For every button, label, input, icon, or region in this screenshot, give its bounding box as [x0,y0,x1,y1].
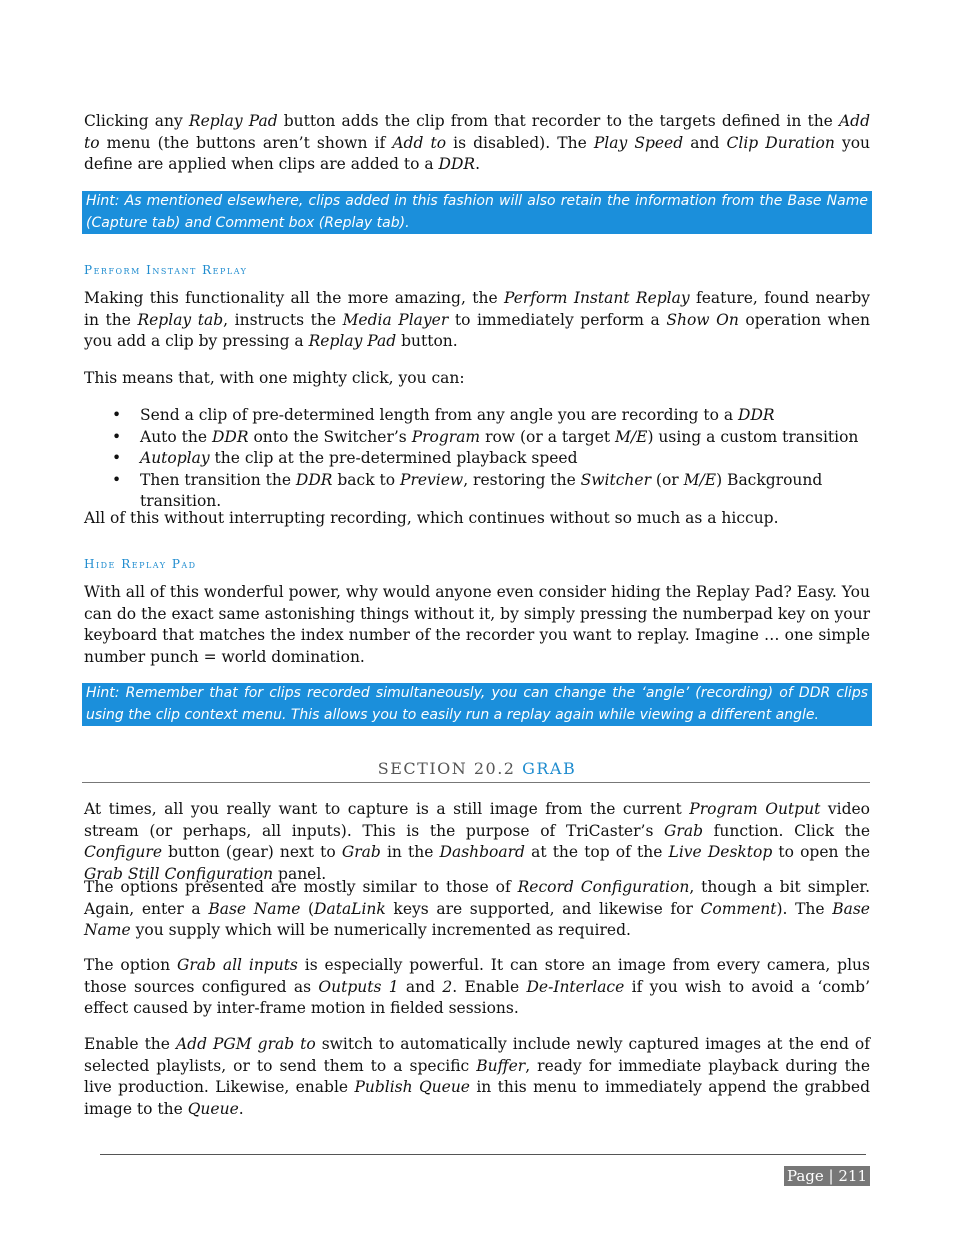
body-text: button adds the clip from that recorder to the targets defined in the [277,112,839,130]
emphasis-text: Grab [664,821,704,840]
bullet-list [84,405,870,513]
emphasis-text: Add to [392,133,447,152]
body-text: Send a clip of pre-determined length from any angle you are recording to a [140,406,739,424]
emphasis-text: DDR [438,155,476,173]
body-text: back to [332,470,401,489]
body-text: button (gear) next to [162,843,342,861]
emphasis-text: Add PGM grab to [175,1035,316,1053]
emphasis-text: DDR [211,427,249,446]
emphasis-text: 2 [442,977,453,996]
emphasis-text: De-Interlace [526,977,625,996]
emphasis-text: Media Player [342,310,449,329]
paragraph-replay-pad [84,111,870,176]
bullet-icon: • [112,449,122,467]
body-text: to open the [772,843,871,861]
body-text: operation when you add a clip by pressing a [84,310,870,350]
body-text: (or [651,470,684,489]
paragraph-without-interrupting: All of this without interrupting recording, which continues without so much as a hiccup. [84,509,779,527]
list-item [84,427,870,449]
paragraph-record-configuration [84,877,870,942]
body-text: ) Background transition. [140,470,823,510]
section-divider [82,782,870,783]
body-text: onto the Switcher’s [248,427,412,446]
body-text: is disabled). The [446,133,594,152]
body-text: and [398,977,443,996]
body-text: switch to automatically include newly captured images at the end of selected playlists, or to send them to a specific [84,1035,870,1075]
bullet-icon: • [112,470,122,489]
paragraph-grab-all-inputs [84,955,870,1020]
emphasis-text: Preview [400,470,464,489]
hint-box-base-name: Hint: As mentioned elsewhere, clips added in this fashion will also retain the information from the Base Name (Capture tab) and Comment box (Replay tab). [82,191,872,234]
paragraph-add-pgm-grab [84,1034,870,1120]
body-text: is especially powerful. It can store an image from every camera, plus those sources configured as [84,956,870,996]
emphasis-text: Clip Duration [726,133,835,152]
subheading-perform-instant-replay: Perform Instant Replay [84,263,248,277]
emphasis-text: DDR [738,406,775,424]
body-text: . [475,155,481,173]
section-title: GRAB [522,759,577,778]
body-text: The options presented are mostly similar to those of [84,878,518,896]
body-text: , ready for immediate playback during the live production. Likewise, enable [84,1056,870,1096]
subheading-hide-replay-pad: Hide Replay Pad [84,557,197,571]
emphasis-text: Program [411,427,481,446]
body-text: you supply which will be numerically incremented as required. [130,921,631,939]
emphasis-text: Dashboard [439,843,525,861]
emphasis-text: DDR [295,470,333,489]
emphasis-text: Program Output [689,800,821,818]
paragraph-perform-instant-replay [84,288,870,353]
emphasis-text: Buffer [476,1056,526,1075]
emphasis-text: Play Speed [593,133,684,152]
body-text: in the [380,843,440,861]
body-text: . Enable [452,977,527,996]
emphasis-text: DataLink [314,899,386,918]
body-text: ( [300,899,315,918]
list-item [84,470,870,513]
body-text: At times, all you really want to capture is a still image from the current [84,800,690,818]
emphasis-text: Show On [666,310,739,329]
emphasis-text: Grab [341,843,381,861]
body-text: Clicking any [84,112,189,130]
body-text: at the top of the [524,843,669,861]
emphasis-text: Live Desktop [668,843,773,861]
body-text: function. Click the [703,821,870,840]
body-text: Making this functionality all the more amazing, the [84,289,504,307]
paragraph-hide-replay-pad: With all of this wonderful power, why would anyone even consider hiding the Replay Pad? Easy. You can do the exact same astonishing things without it, by simply pressing the numberpad key on your keyboard that matches the index number of the recorder you want to replay. Imagine … one simple number punch = world domination. [84,583,870,666]
body-text: . [238,1099,244,1118]
body-text: panel. [273,864,327,883]
body-text: The option [84,956,177,974]
page-number: Page | 211 [784,1166,870,1186]
body-text: Enable the [84,1035,176,1053]
body-text: , though a bit simpler. Again, enter a [84,878,871,918]
body-text: row (or a target [480,427,616,446]
body-text: Then transition the [140,470,296,489]
body-text: to immediately perform a [448,310,667,329]
paragraph-grab-intro [84,799,870,885]
emphasis-text: Queue [187,1099,239,1118]
emphasis-text: Replay tab [137,310,224,329]
emphasis-text: Replay Pad [188,112,278,130]
body-text: in this menu to immediately append the grabbed image to the [84,1078,870,1118]
body-text: button. [396,332,458,350]
emphasis-text: Comment [700,899,777,918]
emphasis-text: Grab all inputs [177,956,298,974]
hint-box-angle: Hint: Remember that for clips recorded simultaneously, you can change the ‘angle’ (recording) of DDR clips using the clip context menu. This allows you to easily run a replay again while viewing a different angle. [82,683,872,726]
body-text: the clip at the pre-determined playback speed [209,449,578,467]
emphasis-text: Configure [84,843,162,861]
list-item [84,448,870,470]
emphasis-text: M/E [615,427,648,446]
body-text: ). The [776,899,833,918]
body-text: if you wish to avoid a ‘comb’ effect caused by inter-frame motion in fielded sessions. [84,977,871,1017]
paragraph-one-click: This means that, with one mighty click, you can: [84,369,465,387]
emphasis-text: Grab Still Configuration [84,864,274,883]
list-item [84,405,870,427]
bullet-icon: • [112,427,122,446]
emphasis-text: Outputs 1 [318,977,399,996]
body-text: ) using a custom transition [647,427,859,446]
footer-divider [100,1154,866,1155]
body-text: keys are supported, and likewise for [385,899,701,918]
body-text: menu (the buttons aren’t shown if [99,133,393,152]
body-text: , restoring the [463,470,581,489]
section-heading [84,758,870,780]
section-number: SECTION 20.2 [377,759,523,778]
emphasis-text: Publish Queue [354,1078,470,1096]
emphasis-text: Add to [84,112,871,152]
emphasis-text: Autoplay [140,449,210,467]
body-text: Auto the [140,427,212,446]
emphasis-text: Base Name [84,899,870,939]
emphasis-text: M/E [683,470,717,489]
body-text: and [683,133,727,152]
body-text: you define are applied when clips are added to a [84,133,871,173]
emphasis-text: Replay Pad [308,332,397,350]
emphasis-text: Perform Instant Replay [503,289,690,307]
body-text: feature, found nearby in the [84,289,870,329]
emphasis-text: Switcher [580,470,651,489]
emphasis-text: Base Name [208,899,301,918]
bullet-icon: • [112,406,122,424]
body-text: , instructs the [223,310,343,329]
emphasis-text: Record Configuration [517,878,690,896]
body-text: video stream (or perhaps, all inputs). This is the purpose of TriCaster’s [84,800,870,840]
